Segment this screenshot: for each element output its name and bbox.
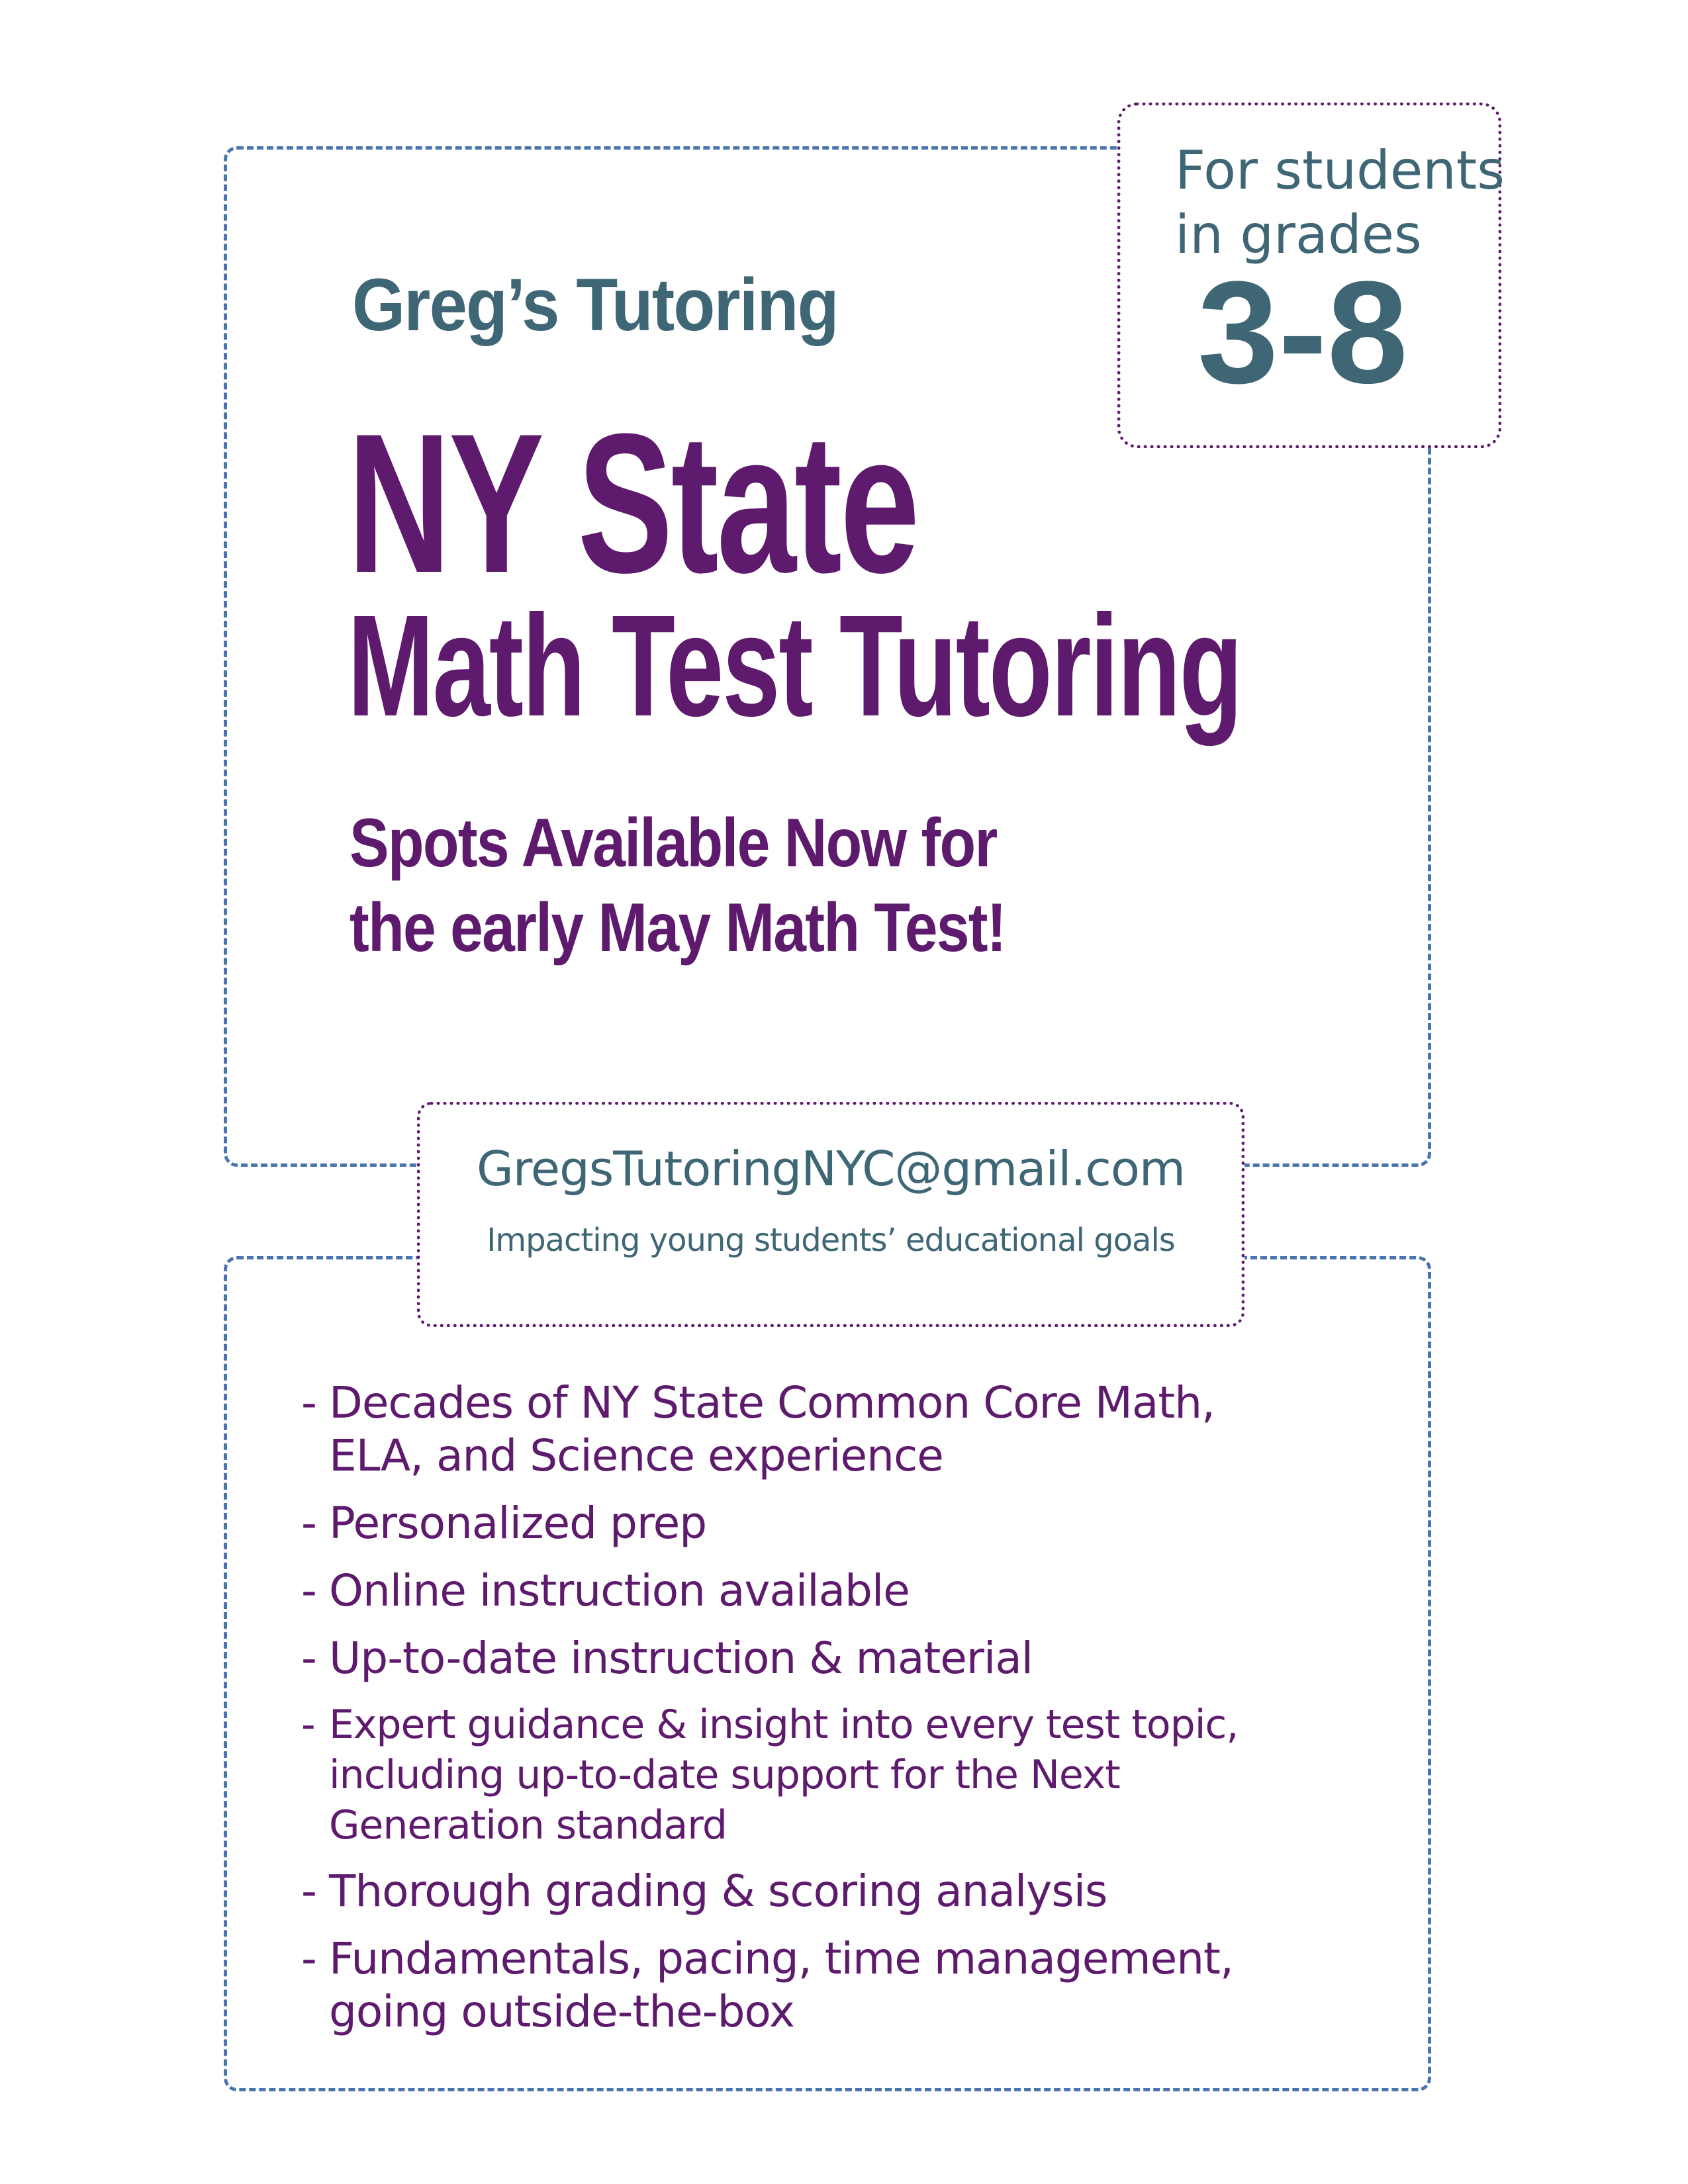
bullet-dash: - bbox=[301, 1377, 316, 1428]
bullet-dash: - bbox=[301, 1633, 316, 1684]
feature-line: Expert guidance & insight into every test topic, bbox=[329, 1702, 1239, 1748]
feature-line: ELA, and Science experience bbox=[329, 1430, 943, 1481]
bullet-dash: - bbox=[301, 1498, 316, 1549]
list-item bbox=[301, 1933, 1374, 2038]
feature-line: Thorough grading & scoring analysis bbox=[329, 1866, 1107, 1917]
grade-badge bbox=[1117, 103, 1505, 448]
bullet-dash: - bbox=[301, 1866, 316, 1917]
grade-badge-line2: in grades bbox=[1175, 204, 1422, 265]
tagline: Impacting young students’ educational goals bbox=[487, 1222, 1175, 1259]
bullet-dash: - bbox=[301, 1565, 316, 1616]
list-item bbox=[301, 1497, 1374, 1550]
feature-line: Online instruction available bbox=[329, 1565, 910, 1616]
grade-range: 3-8 bbox=[1197, 251, 1408, 414]
list-item bbox=[301, 1377, 1374, 1482]
headline-line2: Math Test Tutoring bbox=[348, 586, 1242, 747]
bullet-dash: - bbox=[301, 1933, 316, 1984]
list-item bbox=[301, 1865, 1374, 1918]
grade-badge-line1: For students bbox=[1175, 140, 1505, 201]
subhead-line1: Spots Available Now for bbox=[350, 805, 997, 882]
feature-line: Fundamentals, pacing, time management, bbox=[329, 1933, 1233, 1984]
email-link[interactable]: GregsTutoringNYC@gmail.com bbox=[476, 1141, 1186, 1197]
contact-box bbox=[417, 1102, 1244, 1327]
subhead-line2: the early May Math Test! bbox=[350, 889, 1006, 966]
list-item bbox=[301, 1700, 1374, 1850]
brand-name: Greg’s Tutoring bbox=[352, 263, 838, 346]
list-item bbox=[301, 1632, 1374, 1685]
feature-line: Generation standard bbox=[329, 1802, 727, 1848]
list-item bbox=[301, 1565, 1374, 1617]
feature-line: Personalized prep bbox=[329, 1498, 707, 1549]
feature-line: including up-to-date support for the Next bbox=[329, 1752, 1120, 1798]
headline-line1: NY State bbox=[348, 392, 918, 614]
features-list bbox=[301, 1377, 1374, 2053]
feature-line: going outside-the-box bbox=[329, 1986, 794, 2037]
feature-line: Up-to-date instruction & material bbox=[329, 1633, 1033, 1684]
bullet-dash: - bbox=[301, 1702, 315, 1748]
feature-line: Decades of NY State Common Core Math, bbox=[329, 1377, 1215, 1428]
